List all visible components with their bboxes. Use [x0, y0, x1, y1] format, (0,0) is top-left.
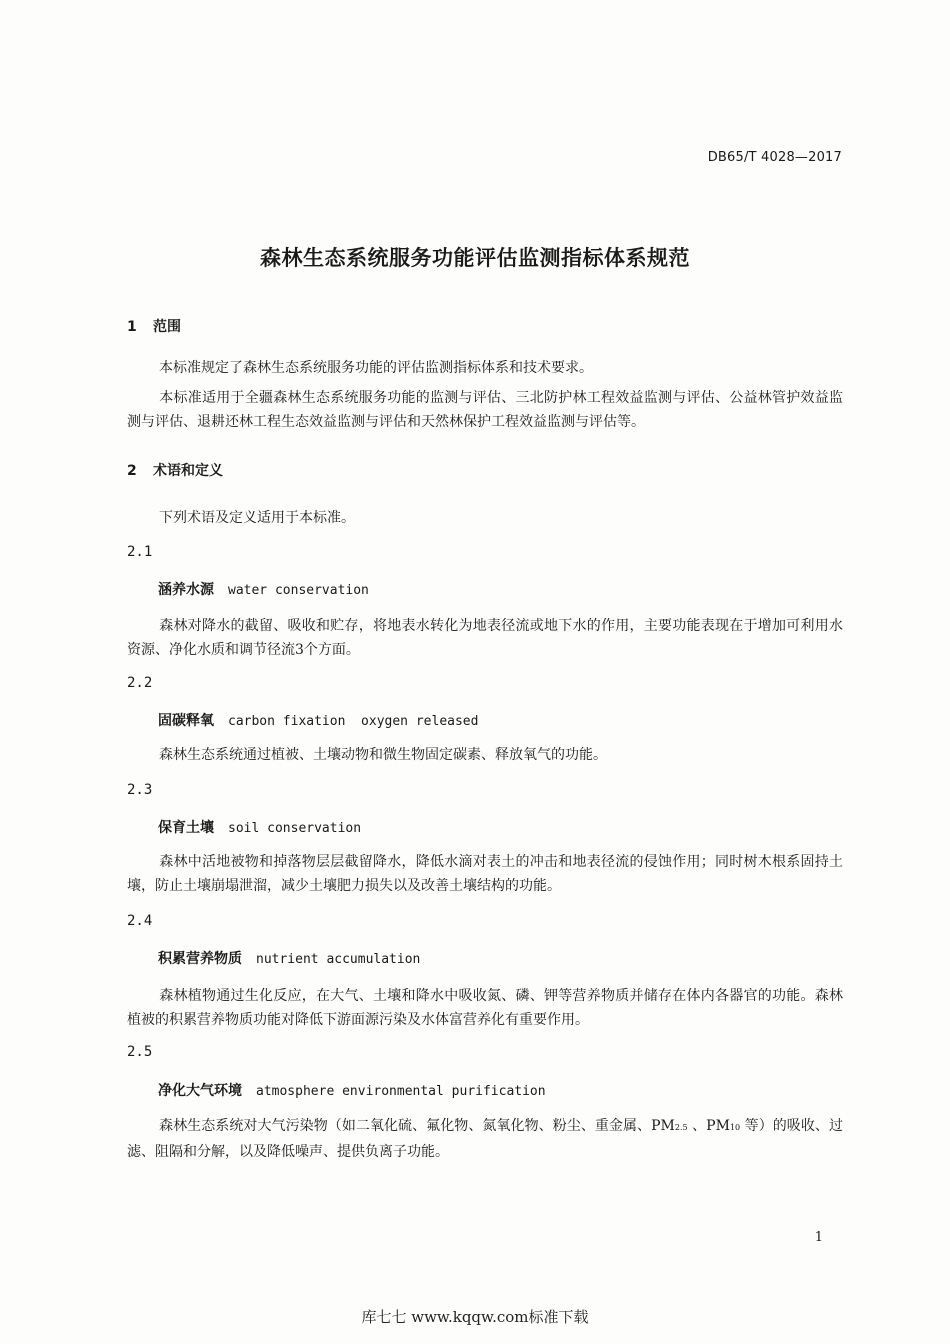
paragraph-text: 本标准规定了森林生态系统服务功能的评估监测指标体系和技术要求。 [159, 360, 593, 376]
definition-text: 森林对降水的截留、吸收和贮存，将地表水转化为地表径流或地下水的作用，主要功能表现在于增加可利用水资源、净化水质和调节径流3个方面。 [127, 618, 843, 658]
term-en: water conservation [228, 583, 369, 598]
term-zh: 积累营养物质 [158, 951, 242, 967]
definition-text: 、PM [687, 1118, 730, 1134]
standard-code: DB65/T 4028—2017 [707, 150, 842, 165]
term-soil-conservation [158, 817, 361, 837]
paragraph-text: 下列术语及定义适用于本标准。 [159, 510, 355, 526]
term-en: nutrient accumulation [256, 952, 421, 967]
term-zh: 保育土壤 [158, 820, 214, 836]
term-atmosphere-purification [158, 1080, 546, 1100]
definition-text: 森林中活地被物和掉落物层层截留降水，降低水滴对表土的冲击和地表径流的侵蚀作用；同时树木根系固持土壤，防止土壤崩塌泄溜，减少土壤肥力损失以及改善土壤结构的功能。 [127, 854, 843, 894]
clause-number: 2.1 [127, 544, 153, 560]
term-en: soil conservation [228, 821, 362, 836]
section-number: 1 [127, 319, 137, 335]
term-definition [127, 1114, 843, 1164]
term-carbon-fixation [158, 710, 478, 730]
section-2-heading [127, 460, 223, 480]
term-definition [127, 850, 843, 898]
clause-number: 2.5 [127, 1044, 153, 1060]
term-water-conservation [158, 579, 369, 599]
section-title: 术语和定义 [153, 463, 223, 479]
section-number: 2 [127, 463, 137, 479]
term-definition [127, 743, 843, 767]
term-nutrient-accumulation [158, 948, 420, 968]
term-en: atmosphere environmental purification [256, 1084, 546, 1099]
footer-watermark: 库七七 www.kqqw.com标准下载 [361, 1308, 589, 1326]
page-number: 1 [814, 1230, 823, 1245]
term-en: carbon fixation oxygen released [228, 714, 479, 729]
clause-number: 2.4 [127, 913, 153, 929]
definition-text: 森林植物通过生化反应，在大气、土壤和降水中吸收氮、磷、钾等营养物质并储存在体内各器官的功能。森林植被的积累营养物质功能对降低下游面源污染及水体富营养化有重要作用。 [127, 988, 843, 1028]
pm10-subscript: 10 [729, 1123, 741, 1132]
pm25-subscript: 2.5 [674, 1123, 688, 1132]
term-definition [127, 614, 843, 662]
term-zh: 净化大气环境 [158, 1083, 242, 1099]
section-title: 范围 [153, 319, 181, 335]
document-title: 森林生态系统服务功能评估监测指标体系规范 [260, 246, 690, 270]
definition-text: 等）的吸收、过滤、阻隔和分解，以及降低噪声、提供负离子功能。 [127, 1118, 843, 1160]
terms-intro [127, 506, 843, 530]
section-1-heading [127, 316, 181, 336]
definition-text: 森林生态系统对大气污染物（如二氧化硫、氟化物、氮氧化物、粉尘、重金属、PM [159, 1118, 675, 1134]
term-definition [127, 984, 843, 1032]
clause-number: 2.3 [127, 782, 153, 798]
scope-paragraph-2 [127, 386, 843, 434]
scope-paragraph-1 [127, 356, 843, 380]
term-zh: 固碳释氧 [158, 713, 214, 729]
paragraph-text: 本标准适用于全疆森林生态系统服务功能的监测与评估、三北防护林工程效益监测与评估、公益林管护效益监测与评估、退耕还林工程生态效益监测与评估和天然林保护工程效益监测与评估等。 [127, 390, 843, 430]
term-zh: 涵养水源 [158, 582, 214, 598]
definition-text: 森林生态系统通过植被、土壤动物和微生物固定碳素、释放氧气的功能。 [159, 747, 607, 763]
clause-number: 2.2 [127, 675, 153, 691]
